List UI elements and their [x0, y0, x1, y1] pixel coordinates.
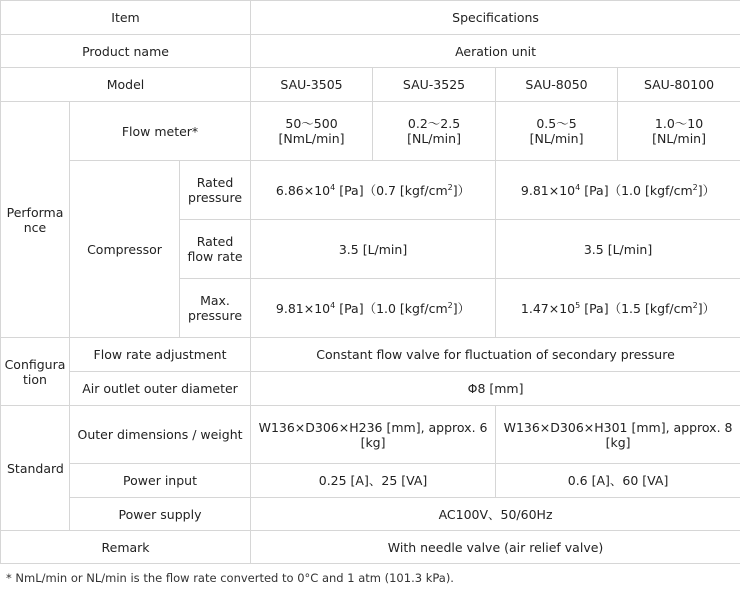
product-name-label: Product name	[1, 35, 251, 68]
footnote: * NmL/min or NL/min is the flow rate converted to 0°C and 1 atm (101.3 kPa).	[6, 571, 454, 585]
standard-label: Standard	[1, 406, 70, 531]
model-label: Model	[1, 68, 251, 102]
model-value: SAU-8050	[496, 68, 618, 102]
model-value: SAU-3505	[251, 68, 373, 102]
remark-label: Remark	[1, 531, 251, 564]
outer-dimensions-label: Outer dimensions / weight	[70, 406, 251, 464]
rated-pressure-value: $9.81\times 10^4$ [Pa]（1.0 $[kgf/cm^2]$）	[496, 161, 740, 220]
air-outlet-label: Air outlet outer diameter	[70, 372, 251, 406]
max-pressure-value: $9.81\times 10^4$ [Pa]（1.0 $[kgf/cm^2]$）	[251, 279, 496, 338]
power-input-value: 0.25 [A]、25 [VA]	[251, 464, 496, 498]
outer-dimensions-value: W136×D306×H236 [mm], approx. 6 [kg]	[251, 406, 496, 464]
power-supply-value: AC100V、50/60Hz	[251, 498, 740, 531]
flow-meter-value: 50～500 [NmL/min]	[251, 102, 373, 161]
product-name-value: Aeration unit	[251, 35, 740, 68]
max-pressure-label: Max. pressure	[180, 279, 251, 338]
rated-pressure-value: $6.86\times 10^4$ [Pa]（0.7 $[kgf/cm^2]$）	[251, 161, 496, 220]
performance-label: Performa nce	[1, 102, 70, 338]
power-input-label: Power input	[70, 464, 251, 498]
compressor-label: Compressor	[70, 161, 180, 338]
outer-dimensions-value: W136×D306×H301 [mm], approx. 8 [kg]	[496, 406, 740, 464]
configuration-label: Configura tion	[1, 338, 70, 406]
model-value: SAU-3525	[373, 68, 496, 102]
flow-meter-value: 1.0～10 [NL/min]	[618, 102, 740, 161]
flow-meter-value: 0.5～5 [NL/min]	[496, 102, 618, 161]
power-input-value: 0.6 [A]、60 [VA]	[496, 464, 740, 498]
flow-meter-value: 0.2～2.5 [NL/min]	[373, 102, 496, 161]
remark-value: With needle valve (air relief valve)	[251, 531, 740, 564]
rated-flow-rate-label: Rated flow rate	[180, 220, 251, 279]
power-supply-label: Power supply	[70, 498, 251, 531]
model-value: SAU-80100	[618, 68, 740, 102]
air-outlet-value: Φ8 [mm]	[251, 372, 740, 406]
flow-rate-adjustment-value: Constant flow valve for fluctuation of secondary pressure	[251, 338, 740, 372]
rated-pressure-label: Rated pressure	[180, 161, 251, 220]
rated-flow-rate-value: 3.5 [L/min]	[496, 220, 740, 279]
max-pressure-value: $1.47\times 10^5$ [Pa]（1.5 $[kgf/cm^2]$）	[496, 279, 740, 338]
flow-meter-label: Flow meter*	[70, 102, 251, 161]
flow-rate-adjustment-label: Flow rate adjustment	[70, 338, 251, 372]
rated-flow-rate-value: 3.5 [L/min]	[251, 220, 496, 279]
header-specifications: Specifications	[251, 1, 740, 35]
header-item: Item	[1, 1, 251, 35]
